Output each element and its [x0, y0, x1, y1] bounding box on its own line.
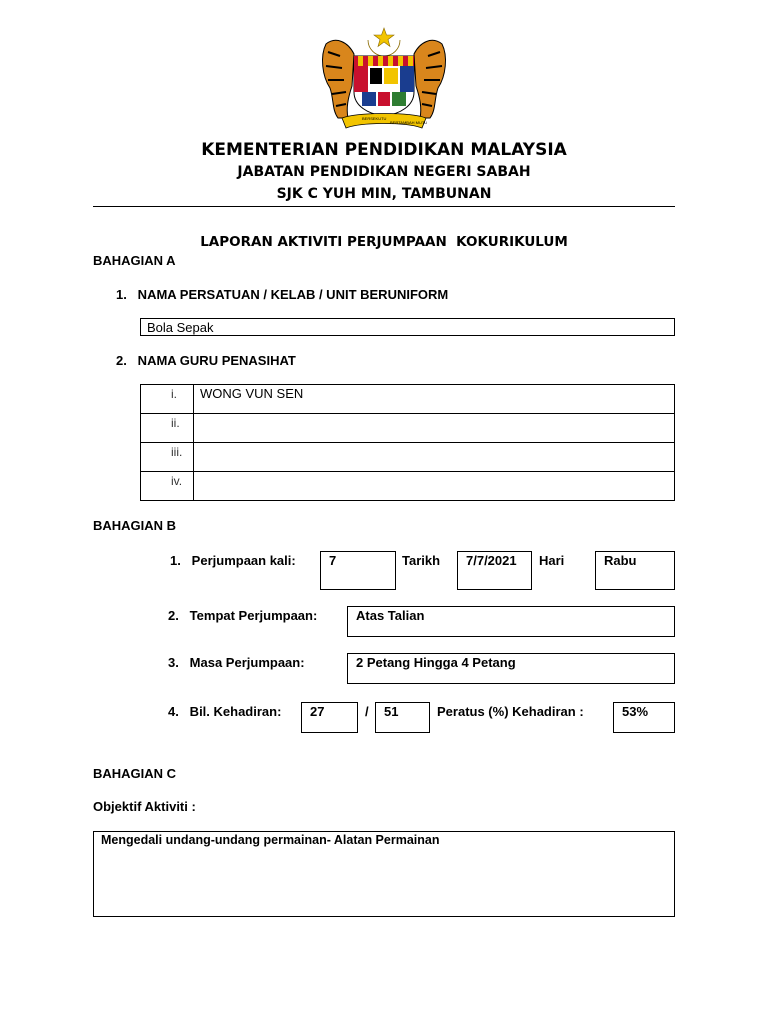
department-title: JABATAN PENDIDIKAN NEGERI SABAH [237, 164, 531, 180]
club-name-label: 1. NAMA PERSATUAN / KELAB / UNIT BERUNIFORM [116, 287, 449, 302]
advisor-number: iii. [141, 443, 194, 472]
meeting-number-field[interactable]: 7 [320, 551, 396, 590]
school-title: SJK C YUH MIN, TAMBUNAN [276, 186, 492, 202]
advisor-name-field[interactable] [194, 443, 675, 472]
total-count-field[interactable]: 51 [375, 702, 430, 733]
objective-label: Objektif Aktiviti : [93, 799, 196, 814]
place-label: 2. Tempat Perjumpaan: [168, 608, 318, 623]
advisor-table [140, 384, 675, 501]
svg-text:BERTAMBAH MUTU: BERTAMBAH MUTU [390, 120, 428, 125]
time-field[interactable]: 2 Petang Hingga 4 Petang [347, 653, 675, 684]
advisor-number: iv. [141, 472, 194, 501]
advisor-label: 2. NAMA GURU PENASIHAT [116, 353, 296, 368]
advisor-row [141, 472, 675, 501]
section-b-heading: BAHAGIAN B [93, 518, 177, 533]
present-count-field[interactable]: 27 [301, 702, 358, 733]
ministry-title: KEMENTERIAN PENDIDIKAN MALAYSIA [201, 140, 567, 160]
advisor-number: ii. [141, 414, 194, 443]
advisor-number: i. [141, 385, 194, 414]
advisor-name-field[interactable] [194, 414, 675, 443]
advisor-row [141, 443, 675, 472]
place-field[interactable]: Atas Talian [347, 606, 675, 637]
advisor-name-field[interactable] [194, 472, 675, 501]
section-c-heading: BAHAGIAN C [93, 766, 177, 781]
percent-label: Peratus (%) Kehadiran : [437, 704, 584, 719]
advisor-name-field[interactable]: WONG VUN SEN [194, 385, 675, 414]
header-divider [93, 206, 675, 207]
time-label: 3. Masa Perjumpaan: [168, 655, 305, 670]
day-field[interactable]: Rabu [595, 551, 675, 590]
date-label: Tarikh [402, 553, 441, 568]
advisor-row [141, 414, 675, 443]
club-name-field[interactable]: Bola Sepak [140, 318, 675, 336]
percent-field[interactable]: 53% [613, 702, 675, 733]
coat-of-arms-logo [318, 26, 450, 132]
section-a-heading: BAHAGIAN A [93, 253, 176, 268]
day-label: Hari [539, 553, 565, 568]
advisor-row [141, 385, 675, 414]
report-title: LAPORAN AKTIVITI PERJUMPAAN KOKURIKULUM [200, 234, 568, 250]
objective-field[interactable]: Mengedali undang-undang permainan- Alatan Permainan [93, 831, 675, 917]
svg-text:BERSEKUTU: BERSEKUTU [362, 116, 387, 121]
attendance-label: 4. Bil. Kehadiran: [168, 704, 282, 719]
meeting-number-label: 1. Perjumpaan kali: [170, 553, 296, 568]
attendance-separator: / [365, 704, 369, 719]
date-field[interactable]: 7/7/2021 [457, 551, 532, 590]
